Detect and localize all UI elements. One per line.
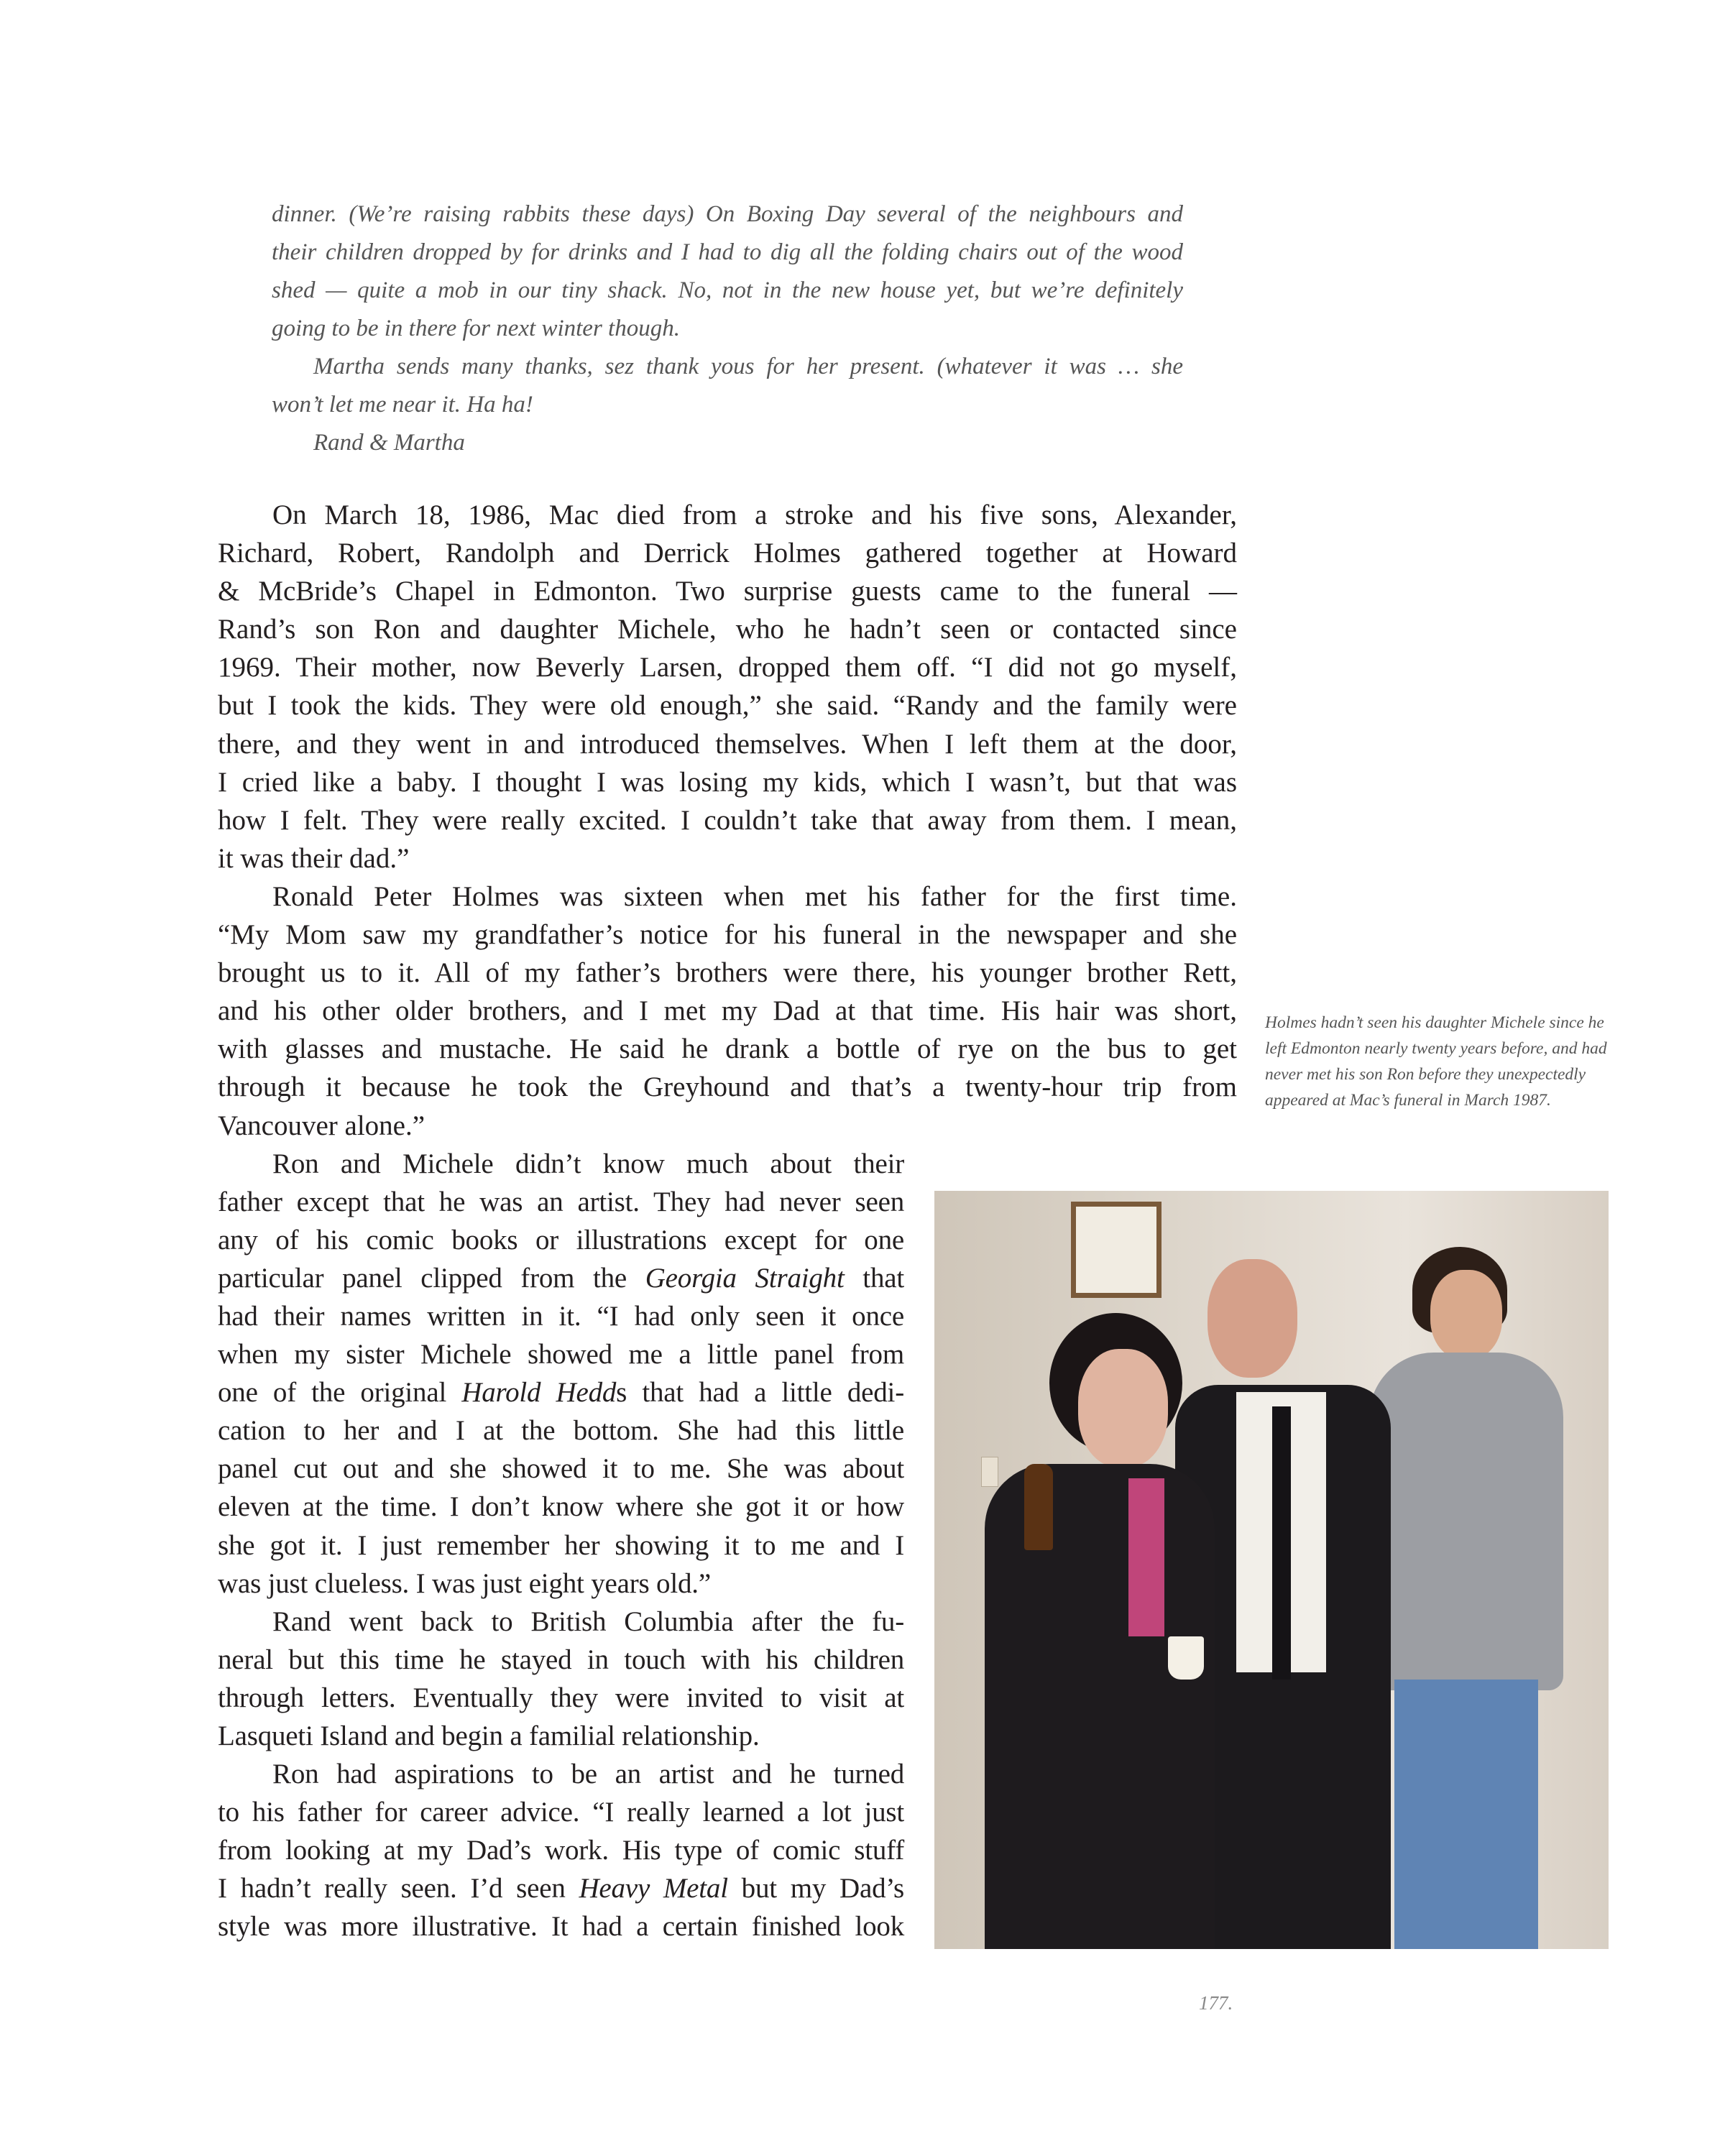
wall-frame bbox=[1071, 1202, 1162, 1298]
ron-face bbox=[1430, 1270, 1502, 1360]
body-line: Ron had aspirations to be an artist and he turned bbox=[272, 1759, 904, 1790]
michele-face bbox=[1078, 1349, 1168, 1468]
body-line: it was their dad.” bbox=[218, 842, 410, 874]
family-photo bbox=[934, 1191, 1609, 1949]
michele-jacket bbox=[985, 1464, 1215, 1949]
page-number: 177. bbox=[1199, 1992, 1233, 2014]
body-line: brought us to it. All of my father’s brothers were there, his younger brother Rett, bbox=[218, 957, 1237, 989]
body-line: to his father for career advice. “I really learned a lot just bbox=[218, 1797, 904, 1828]
rand-head bbox=[1208, 1259, 1297, 1378]
letter-line: shed — quite a mob in our tiny shack. No, not in the new house yet, but we’re definitely bbox=[272, 277, 1183, 303]
body-line: Lasqueti Island and begin a familial relationship. bbox=[218, 1720, 760, 1751]
body-line: Rand’s son Ron and daughter Michele, who he hadn’t seen or contacted since bbox=[218, 614, 1237, 645]
body-line: but I took the kids. They were old enough,” she said. “Randy and the family were bbox=[218, 690, 1237, 722]
body-line: 1969. Their mother, now Beverly Larsen, dropped them off. “I did not go myself, bbox=[218, 652, 1237, 683]
letter-line: Martha sends many thanks, sez thank yous for her present. (whatever it was … she bbox=[313, 354, 1183, 379]
body-line: On March 18, 1986, Mac died from a stroke and his five sons, Alexander, bbox=[272, 499, 1237, 530]
line-segment: s that had a little dedi- bbox=[616, 1377, 904, 1409]
body-line: father except that he was an artist. They had never seen bbox=[218, 1186, 904, 1217]
letter-line: Rand & Martha bbox=[313, 430, 465, 456]
rand-tie bbox=[1272, 1406, 1291, 1680]
tea-cup bbox=[1168, 1636, 1204, 1680]
paragraph bbox=[218, 496, 1237, 877]
michele-blouse bbox=[1128, 1478, 1164, 1636]
italic-title: Georgia Straight bbox=[645, 1262, 845, 1294]
line-segment: one of the original bbox=[218, 1377, 462, 1409]
italic-title: Heavy Metal bbox=[579, 1873, 728, 1904]
body-line bbox=[218, 1373, 904, 1411]
italic-title: Harold Hedd bbox=[461, 1377, 617, 1409]
body-line: eleven at the time. I don’t know where she got it or how bbox=[218, 1491, 904, 1523]
beer-bottle bbox=[1024, 1464, 1053, 1550]
body-line: when my sister Michele showed me a little panel from bbox=[218, 1339, 904, 1370]
body-line: had their names written in it. “I had only seen it once bbox=[218, 1300, 904, 1332]
body-line: Ronald Peter Holmes was sixteen when met his father for the first time. bbox=[272, 880, 1237, 912]
body-line: style was more illustrative. It had a certain finished look bbox=[218, 1911, 904, 1943]
body-line: “My Mom saw my grandfather’s notice for his funeral in the newspaper and she bbox=[218, 919, 1237, 951]
photo-caption: Holmes hadn’t seen his daughter Michele since he left Edmonton nearly twenty years before, and had never met his son Ron before they unexpectedly appeared at Mac’s funeral in March 1987. bbox=[1265, 1013, 1607, 1110]
letter-line: their children dropped by for drinks and I had to dig all the folding chairs out of the wood bbox=[272, 239, 1183, 265]
body-line: and his other older brothers, and I met my Dad at that time. His hair was short, bbox=[218, 995, 1237, 1027]
letter-line: won’t let me near it. Ha ha! bbox=[272, 392, 533, 418]
body-line bbox=[218, 1869, 904, 1907]
body-line: any of his comic books or illustrations except for one bbox=[218, 1224, 904, 1256]
line-segment: that bbox=[844, 1262, 904, 1294]
ron-sweater bbox=[1369, 1353, 1563, 1690]
body-line: she got it. I just remember her showing it to me and I bbox=[218, 1529, 904, 1561]
body-line: with glasses and mustache. He said he drank a bottle of rye on the bus to get bbox=[218, 1033, 1237, 1065]
body-line: through it because he took the Greyhound and that’s a twenty-hour trip from bbox=[218, 1072, 1237, 1103]
body-line: I cried like a baby. I thought I was losing my kids, which I wasn’t, but that was bbox=[218, 766, 1237, 798]
body-line: Vancouver alone.” bbox=[218, 1110, 426, 1141]
letter-excerpt bbox=[272, 195, 1183, 462]
body-line: Ron and Michele didn’t know much about their bbox=[272, 1148, 904, 1179]
body-line: how I felt. They were really excited. I couldn’t take that away from them. I mean, bbox=[218, 804, 1237, 836]
body-line: there, and they went in and introduced themselves. When I left them at the door, bbox=[218, 728, 1237, 760]
paragraph bbox=[218, 877, 1237, 1145]
body-line: Rand went back to British Columbia after the fu- bbox=[272, 1606, 904, 1637]
body-line: was just clueless. I was just eight years old.” bbox=[218, 1567, 711, 1599]
body-line: from looking at my Dad’s work. His type of comic stuff bbox=[218, 1835, 904, 1866]
line-segment: but my Dad’s bbox=[727, 1873, 904, 1904]
light-switch bbox=[981, 1457, 998, 1487]
body-line: Richard, Robert, Randolph and Derrick Holmes gathered together at Howard bbox=[218, 538, 1237, 569]
body-line: through letters. Eventually they were invited to visit at bbox=[218, 1682, 904, 1713]
letter-line: going to be in there for next winter though. bbox=[272, 315, 680, 341]
body-line: cation to her and I at the bottom. She had this little bbox=[218, 1415, 904, 1447]
letter-line: dinner. (We’re raising rabbits these days) On Boxing Day several of the neighbours and bbox=[272, 201, 1183, 227]
ron-jeans bbox=[1394, 1680, 1538, 1949]
line-segment: particular panel clipped from the bbox=[218, 1262, 645, 1294]
body-line: & McBride’s Chapel in Edmonton. Two surprise guests came to the funeral — bbox=[218, 576, 1237, 607]
body-line: panel cut out and she showed it to me. She was about bbox=[218, 1453, 904, 1485]
body-line bbox=[218, 1259, 904, 1297]
body-line: neral but this time he stayed in touch with his children bbox=[218, 1644, 904, 1675]
line-segment: I hadn’t really seen. I’d seen bbox=[218, 1873, 579, 1904]
